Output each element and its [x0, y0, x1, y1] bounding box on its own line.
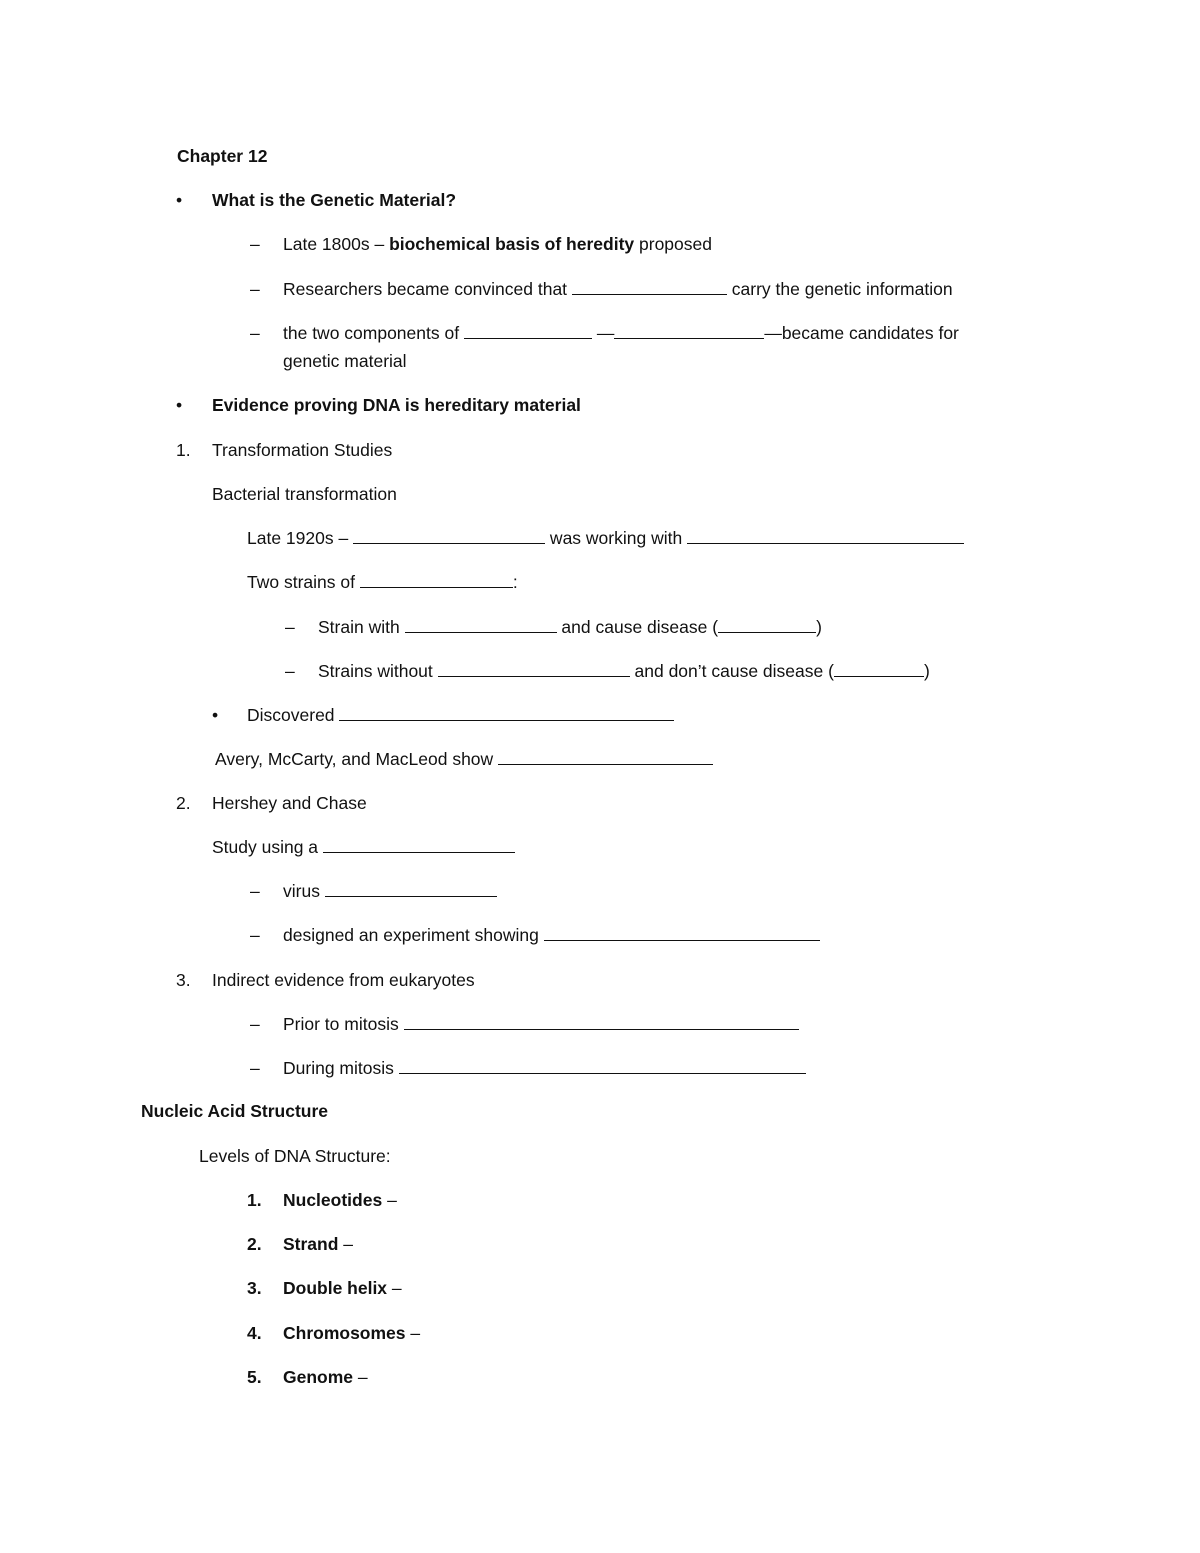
- level-dash: –: [353, 1367, 368, 1387]
- fill-blank[interactable]: [325, 880, 497, 897]
- note-late-1920s: Late 1920s – was working with: [247, 527, 964, 549]
- level-dash: –: [405, 1323, 421, 1343]
- subheading-bacterial: Bacterial transformation: [212, 484, 397, 504]
- bullet-marker: •: [176, 190, 183, 210]
- fill-blank[interactable]: [464, 322, 592, 339]
- fill-blank[interactable]: [405, 616, 557, 633]
- level-label: Genome: [283, 1367, 354, 1387]
- fill-blank[interactable]: [360, 571, 513, 588]
- bullet-marker: •: [176, 395, 183, 415]
- dash-marker: –: [250, 279, 260, 299]
- note-prior-mitosis: Prior to mitosis: [283, 1013, 799, 1035]
- dash-marker: –: [250, 1058, 260, 1078]
- level-number: 2.: [247, 1234, 262, 1254]
- level-item: [283, 1189, 397, 1211]
- level-dash: –: [382, 1190, 397, 1210]
- level-label: Double helix: [283, 1278, 388, 1298]
- item-hershey-chase: Hershey and Chase: [212, 793, 367, 813]
- fill-blank[interactable]: [544, 924, 820, 941]
- list-number: 1.: [176, 440, 191, 460]
- dash-marker: –: [250, 234, 260, 254]
- fill-blank[interactable]: [323, 836, 515, 853]
- dash-marker: –: [285, 661, 295, 681]
- fill-blank[interactable]: [834, 660, 924, 677]
- fill-blank[interactable]: [687, 527, 964, 544]
- note-strain-with: Strain with and cause disease ( ): [318, 617, 822, 637]
- section-heading-nucleic-acid: Nucleic Acid Structure: [141, 1101, 329, 1121]
- note-avery: Avery, McCarty, and MacLeod show: [215, 748, 713, 770]
- level-dash: –: [338, 1234, 354, 1254]
- note-virus: virus: [283, 880, 497, 902]
- list-number: 3.: [176, 970, 191, 990]
- dash-marker: –: [250, 1014, 260, 1034]
- level-label: Chromosomes: [283, 1323, 406, 1343]
- item-transformation: Transformation Studies: [212, 440, 393, 460]
- list-number: 2.: [176, 793, 191, 813]
- item-indirect-evidence: Indirect evidence from eukaryotes: [212, 970, 475, 990]
- level-item: [283, 1277, 402, 1299]
- dash-marker: –: [285, 617, 295, 637]
- note-designed: designed an experiment showing: [283, 924, 820, 946]
- fill-blank[interactable]: [399, 1057, 806, 1074]
- dash-marker: –: [250, 925, 260, 945]
- note-two-components-cont: genetic material: [283, 351, 407, 371]
- subheading-levels: Levels of DNA Structure:: [199, 1146, 391, 1166]
- level-item: [283, 1322, 420, 1344]
- fill-blank[interactable]: [438, 660, 630, 677]
- level-number: 3.: [247, 1278, 262, 1298]
- note-strains-without: Strains without and don’t cause disease ( ): [318, 661, 930, 681]
- fill-blank[interactable]: [339, 704, 674, 721]
- level-dash: –: [387, 1278, 402, 1298]
- section-heading-genetic-material: What is the Genetic Material?: [212, 190, 457, 210]
- level-label: Nucleotides: [283, 1190, 383, 1210]
- dash-marker: –: [250, 323, 260, 343]
- dash-marker: –: [250, 881, 260, 901]
- note-during-mitosis: During mitosis: [283, 1057, 806, 1079]
- level-item: [283, 1366, 368, 1388]
- level-number: 4.: [247, 1323, 262, 1343]
- note-study-using: Study using a: [212, 836, 515, 858]
- fill-blank[interactable]: [614, 322, 764, 339]
- fill-blank[interactable]: [498, 748, 713, 765]
- level-item: [283, 1233, 353, 1255]
- note-researchers: Researchers became convinced that carry the genetic information: [283, 279, 953, 299]
- level-number: 1.: [247, 1190, 262, 1210]
- fill-blank[interactable]: [718, 616, 816, 633]
- note-late-1800s: Late 1800s – biochemical basis of heredity proposed: [283, 234, 712, 254]
- fill-blank[interactable]: [353, 527, 545, 544]
- section-heading-evidence: Evidence proving DNA is hereditary material: [212, 395, 581, 415]
- fill-blank[interactable]: [404, 1013, 799, 1030]
- note-two-strains: Two strains of :: [247, 572, 518, 592]
- note-two-components: the two components of — —became candidates for: [283, 323, 959, 343]
- fill-blank[interactable]: [572, 278, 727, 295]
- chapter-title: Chapter 12: [177, 146, 268, 166]
- level-number: 5.: [247, 1367, 262, 1387]
- level-label: Strand: [283, 1234, 339, 1254]
- bullet-marker: •: [212, 705, 219, 725]
- note-discovered: Discovered: [247, 704, 674, 726]
